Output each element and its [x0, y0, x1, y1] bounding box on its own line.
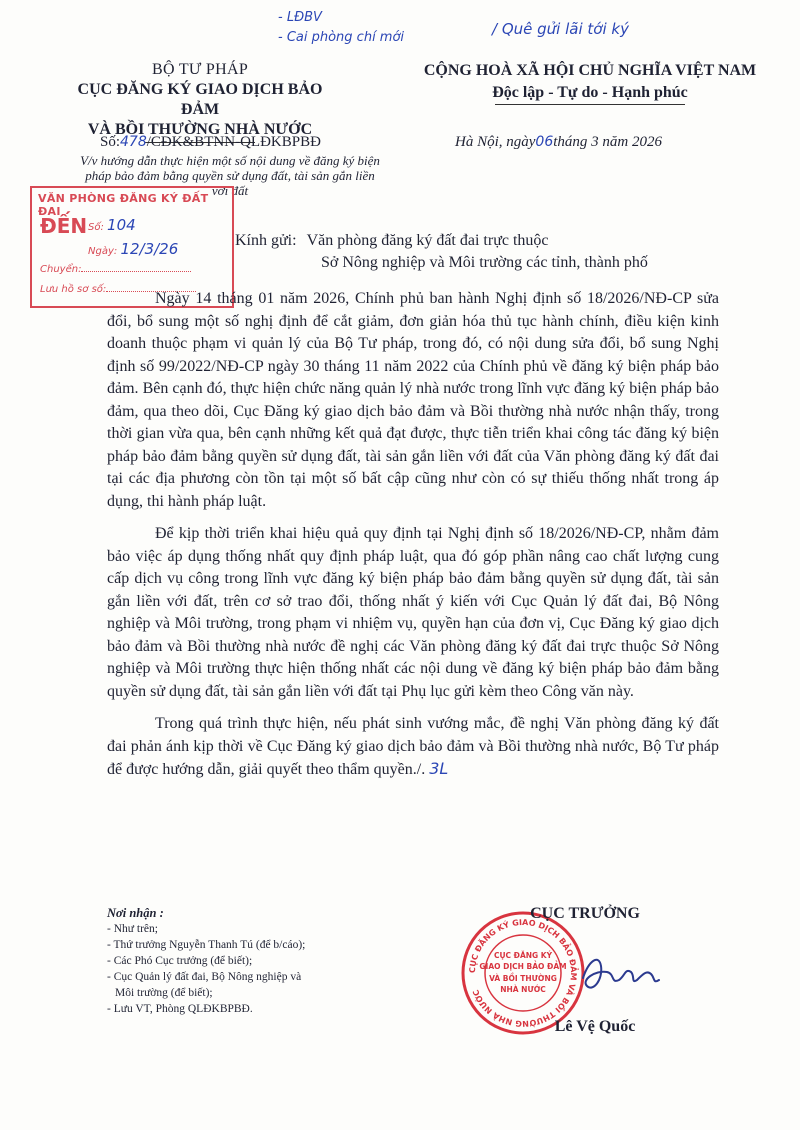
stamp-chuyen-label: Chuyển: [40, 264, 82, 275]
seal-inner-line4: NHÀ NƯỚC [500, 985, 546, 994]
motto-underline [495, 104, 685, 105]
national-header [405, 62, 775, 105]
national-motto: Độc lập - Tự do - Hạnh phúc [492, 84, 688, 101]
stamp-chuyen-row [40, 264, 191, 275]
seal-inner-line3: VÀ BỒI THƯỜNG [489, 974, 557, 983]
recipients-list [107, 921, 407, 1017]
seal-inner-line1: CỤC ĐĂNG KÝ [493, 951, 553, 960]
day-handwritten: 06 [535, 134, 554, 150]
doc-number-prefix: Số: [100, 134, 121, 150]
stamp-dotted-line [81, 271, 191, 272]
place-date [455, 134, 662, 151]
document-number [100, 134, 321, 151]
recipient-item: - Các Phó Cục trưởng (để biết); [107, 955, 253, 967]
seal-outer-text: CỤC ĐĂNG KÝ GIAO DỊCH BẢO ĐẢM VÀ BỒI THƯỜNG NHÀ NƯỚC [467, 917, 579, 1029]
handwritten-signature [575, 940, 665, 1000]
ministry-name: BỘ TƯ PHÁP [151, 61, 249, 78]
stamp-ngay-label: Ngày: [88, 246, 118, 257]
seal-inner-line2: GIAO DỊCH BẢO ĐẢM [479, 962, 567, 971]
letter-body [107, 288, 719, 792]
recipient-line1: Văn phòng đăng ký đất đai trực thuộc [306, 232, 549, 249]
body-paragraph-3 [107, 713, 719, 782]
recipient-item: - Cục Quản lý đất đai, Bộ Nông nghiệp và [107, 971, 302, 983]
seal-inner-ring [485, 935, 561, 1011]
country-name: CỘNG HOÀ XÃ HỘI CHỦ NGHĨA VIỆT NAM [423, 62, 757, 79]
recipient-item: - Lưu VT, Phòng QLĐKBPBĐ. [107, 1003, 253, 1015]
place-date-suffix: tháng 3 năm 2026 [553, 134, 662, 150]
stamp-den-label: ĐẾN [40, 214, 88, 238]
stamp-ngay-row [88, 240, 178, 258]
stamp-luu-label: Lưu hồ sơ số: [40, 284, 107, 295]
stamp-ngay-value: 12/3/26 [120, 240, 179, 258]
stamp-so-row [88, 216, 136, 234]
signer-title: CỤC TRƯỞNG [530, 905, 640, 922]
recipient-line2: Sở Nông nghiệp và Môi trường các tỉnh, thành phố [321, 254, 648, 271]
recipient-item: - Thứ trưởng Nguyễn Thanh Tú (để b/cáo); [107, 939, 306, 951]
handwritten-director-note: / Quê gửi lãi tới ký [492, 20, 629, 38]
body-paragraph-3-text: Trong quá trình thực hiện, nếu phát sinh vướng mắc, đề nghị Văn phòng đăng ký đất đai phản ánh kịp thời về Cục Đăng ký giao dịch bảo đảm và Bồi thường nhà nước, Bộ Tư pháp để được hướng dẫn, giải quyết theo thẩm quyền./. [107, 715, 719, 778]
handwritten-initials: 3L [429, 759, 449, 778]
body-paragraph-1: Ngày 14 tháng 01 năm 2026, Chính phủ ban hành Nghị định số 18/2026/NĐ-CP sửa đổi, bổ sung một số nghị định để cắt giảm, đơn giản hóa thủ tục hành chính, điều kiện kinh doanh thuộc phạm vi quản lý của Bộ Tư pháp, trong đó, có nội dung sửa đổi, bổ sung Nghị định số 99/2022/NĐ-CP ngày 30 tháng 11 năm 2022 của Chính phủ về đăng ký biện pháp bảo đảm. Bên cạnh đó, thực hiện chức năng quản lý nhà nước trong lĩnh vực đăng ký biện pháp bảo đảm, qua theo dõi, Cục Đăng ký giao dịch bảo đảm và Bồi thường nhà nước nhận thấy, trong thời gian vừa qua, bên cạnh những kết quả đạt được, thực tiễn triển khai công tác đăng ký biện pháp bảo đảm bằng quyền sử dụng đất, tài sản gắn liền với đất của Văn phòng đăng ký đất đai tại các địa phương còn tồn tại một số bất cập cũng như còn có sự thiếu thống nhất trong áp dụng, thi hành pháp luật. [107, 290, 719, 510]
stamp-office-name: VĂN PHÒNG ĐĂNG KÝ ĐẤT ĐAI [38, 192, 209, 218]
stamp-so-value: 104 [107, 216, 136, 234]
signer-name: Lê Vệ Quốc [554, 1018, 636, 1035]
recipients-block [107, 905, 407, 1017]
body-paragraph-2: Để kịp thời triển khai hiệu quả quy định tại Nghị định số 18/2026/NĐ-CP, nhằm đảm bảo việc áp dụng thống nhất quy định pháp luật, qua đó góp phần nâng cao chất lượng cung cấp dịch vụ công trong lĩnh vực đăng ký biện pháp bảo đảm bằng quyền sử dụng đất, tài sản gắn liền với đất, trên cơ sở trao đổi, thống nhất ý kiến với Cục Quản lý đất đai, Bộ Nông nghiệp và Môi trường, trong phạm vi nhiệm vụ, quyền hạn của đơn vị, Cục Đăng ký giao dịch bảo đảm và Bồi thường nhà nước đề nghị các Văn phòng đăng ký đất đai trực thuộc Sở Nông nghiệp và Môi trường thực hiện thống nhất các nội dung về đăng ký biện pháp bảo đảm bằng quyền sử dụng đất, tài sản gắn liền với đất tại Phụ lục gửi kèm theo Công văn này. [107, 525, 719, 700]
issuing-agency-header [70, 60, 330, 143]
salutation [235, 232, 648, 271]
agency-name-line1: CỤC ĐĂNG KÝ GIAO DỊCH BẢO ĐẢM [77, 81, 323, 118]
place-date-prefix: Hà Nội, ngày [455, 134, 536, 150]
recipient-item: Môi trường (để biết); [115, 987, 213, 999]
recipients-title: Nơi nhận : [107, 906, 164, 920]
stamp-so-label: Số: [88, 222, 104, 233]
doc-number-handwritten: 478 [120, 134, 147, 150]
recipient-item: - Như trên; [107, 923, 158, 935]
salutation-label: Kính gửi: [235, 232, 297, 249]
handwritten-routing-note: - LĐBV - Cai phòng chí mới [278, 10, 405, 45]
doc-number-suffix: /CĐK&BTNN-QLĐKBPBĐ [146, 134, 321, 150]
seal-outer-ring [463, 913, 583, 1033]
agency-name-line2: VÀ BỒI THƯỜNG NHÀ NƯỚC [87, 121, 313, 138]
document-subject: V/v hướng dẫn thực hiện một số nội dung về đăng ký biện pháp bảo đảm bằng quyền sử dụng đất, tài sản gắn liền với đất [80, 153, 380, 198]
